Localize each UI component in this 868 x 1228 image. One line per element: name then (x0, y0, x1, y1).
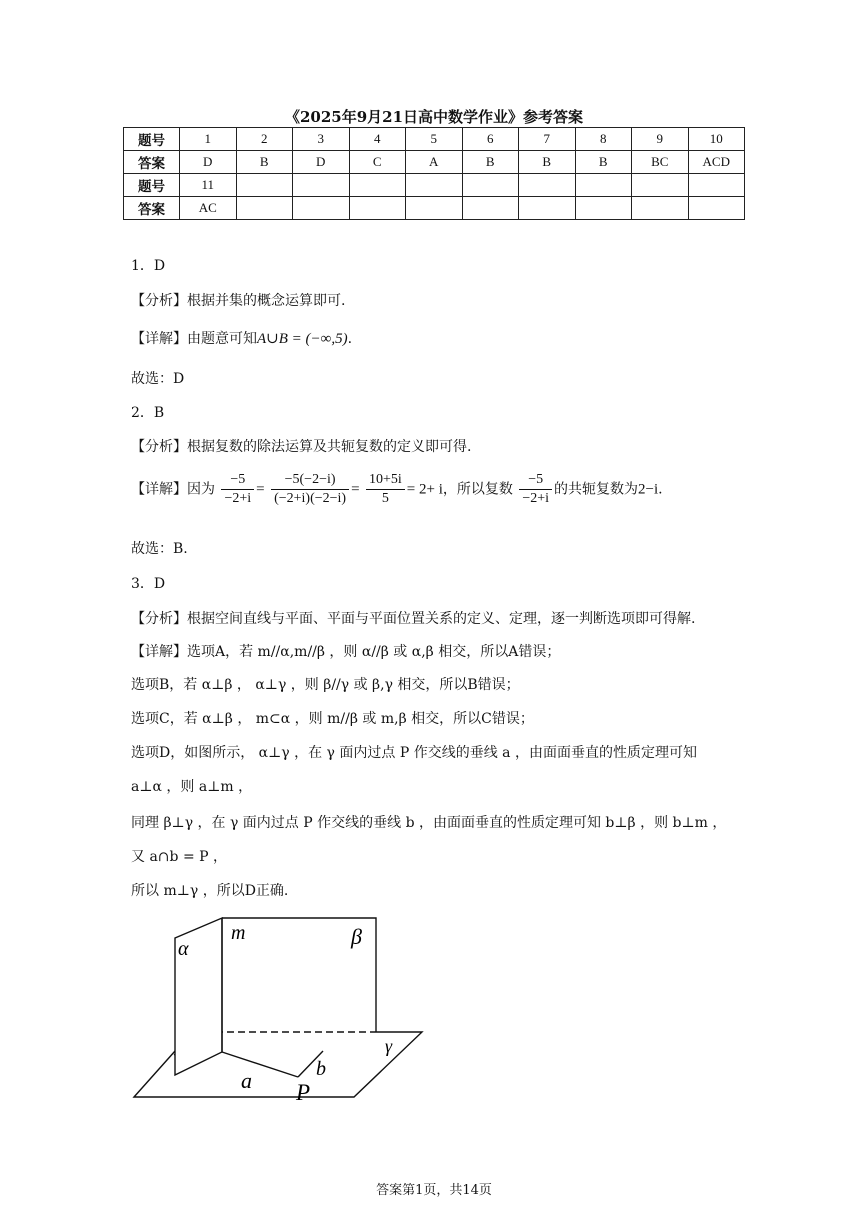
answer-cell: C (349, 151, 406, 174)
q1-detail-math: A∪B = (−∞,5) (257, 331, 348, 347)
label-P: P (296, 1080, 311, 1105)
q1-detail-suffix: . (347, 331, 353, 347)
q3-option-d-3: 同理 β⊥γ ，在 γ 面内过点 P 作交线的垂线 b ，由面面垂直的性质定理可知 b⊥β ，则 b⊥m ， (131, 815, 727, 831)
empty-cell (349, 174, 406, 197)
empty-cell (575, 197, 632, 220)
question-number: 5 (406, 128, 463, 151)
fraction-denominator: −2+i (224, 491, 252, 506)
fraction-numerator: −5(−2−i) (271, 472, 349, 490)
q1-choice: 故选：D (131, 371, 185, 387)
empty-cell (349, 197, 406, 220)
line-a (222, 1052, 298, 1077)
q3-option-b: 选项B，若 α⊥β ， α⊥γ ，则 β//γ 或 β,γ 相交，所以B错误； (131, 677, 520, 693)
answer-cell: B (236, 151, 293, 174)
q1-analysis: 【分析】根据并集的概念运算即可. (131, 293, 346, 309)
empty-cell (293, 174, 350, 197)
q2-end-dot: . (658, 481, 663, 498)
q3-heading: 3．D (131, 576, 166, 592)
question-number: 11 (180, 174, 237, 197)
answer-cell: ACD (688, 151, 745, 174)
label-m: m (231, 922, 246, 944)
empty-cell (632, 174, 689, 197)
empty-cell (688, 197, 745, 220)
empty-cell (236, 197, 293, 220)
q3-analysis: 【分析】根据空间直线与平面、平面与平面位置关系的定义、定理，逐一判断选项即可得解. (131, 611, 696, 627)
label-alpha: α (178, 938, 189, 960)
empty-cell (236, 174, 293, 197)
empty-cell (406, 174, 463, 197)
q2-end-math: 2−i (638, 481, 659, 498)
q2-fraction-2 (271, 472, 349, 507)
row-label: 题号 (124, 174, 180, 197)
q3-option-d-1: 选项D，如图所示， α⊥γ ，在 γ 面内过点 P 作交线的垂线 a ，由面面垂直的性质定理可知 (131, 745, 697, 761)
row-label: 答案 (124, 197, 180, 220)
q3-option-d-4: 又 a∩b = P ， (131, 849, 227, 865)
question-number: 7 (519, 128, 576, 151)
question-number: 8 (575, 128, 632, 151)
answer-cell: A (406, 151, 463, 174)
question-number: 9 (632, 128, 689, 151)
empty-cell (406, 197, 463, 220)
q3-option-c: 选项C，若 α⊥β ， m⊂α ，则 m//β 或 m,β 相交，所以C错误； (131, 711, 534, 727)
q2-result: = 2+ i (406, 481, 443, 498)
empty-cell (688, 174, 745, 197)
q1-detail (131, 328, 352, 348)
question-number: 2 (236, 128, 293, 151)
q2-fraction-1 (221, 472, 254, 507)
q3-option-a: 【详解】选项A，若 m//α,m//β ，则 α//β 或 α,β 相交，所以A错误； (131, 644, 561, 660)
question-number: 4 (349, 128, 406, 151)
q2-choice: 故选：B. (131, 541, 188, 557)
page-footer: 答案第1页，共14页 (376, 1183, 492, 1198)
table-row (124, 151, 745, 174)
table-row (124, 197, 745, 220)
question-number: 1 (180, 128, 237, 151)
page-title: 《2025年9月21日高中数学作业》参考答案 (284, 108, 584, 126)
row-label: 答案 (124, 151, 180, 174)
question-number: 3 (293, 128, 350, 151)
fraction-numerator: −5 (221, 472, 254, 490)
answer-cell: AC (180, 197, 237, 220)
label-beta: β (351, 924, 362, 949)
label-b: b (316, 1058, 326, 1080)
q2-equals: = (256, 481, 265, 498)
empty-cell (519, 197, 576, 220)
q2-fraction-3 (366, 472, 405, 507)
q1-heading: 1．D (131, 258, 166, 274)
q2-mid-text: ，所以复数 (442, 481, 513, 498)
answer-cell: BC (632, 151, 689, 174)
fraction-denominator: 5 (381, 491, 389, 506)
empty-cell (575, 174, 632, 197)
q1-detail-prefix: 【详解】由题意可知 (131, 331, 257, 347)
answer-cell: B (575, 151, 632, 174)
q3-option-d-5: 所以 m⊥γ ，所以D正确. (131, 883, 289, 899)
fraction-denominator: (−2+i)(−2−i) (274, 491, 347, 506)
answer-cell: B (462, 151, 519, 174)
empty-cell (632, 197, 689, 220)
q2-heading: 2．B (131, 405, 165, 421)
q2-fraction-4 (519, 472, 552, 507)
empty-cell (519, 174, 576, 197)
q2-detail (131, 472, 663, 507)
q3-option-d-2: a⊥α ，则 a⊥m ， (131, 779, 253, 795)
empty-cell (462, 197, 519, 220)
q2-analysis: 【分析】根据复数的除法运算及共轭复数的定义即可得. (131, 439, 472, 455)
q2-end-text: 的共轭复数为 (554, 481, 639, 498)
answer-cell: B (519, 151, 576, 174)
answer-cell: D (293, 151, 350, 174)
q2-detail-prefix: 【详解】因为 (131, 481, 215, 498)
planes-figure (130, 910, 430, 1105)
q2-equals: = (351, 481, 360, 498)
answer-cell: D (180, 151, 237, 174)
row-label: 题号 (124, 128, 180, 151)
fraction-numerator: 10+5i (366, 472, 405, 490)
answer-table (123, 127, 745, 220)
table-row (124, 174, 745, 197)
label-a: a (241, 1068, 252, 1093)
fraction-denominator: −2+i (522, 491, 550, 506)
question-number: 6 (462, 128, 519, 151)
question-number: 10 (688, 128, 745, 151)
table-row (124, 128, 745, 151)
label-gamma: γ (385, 1036, 393, 1056)
fraction-numerator: −5 (519, 472, 552, 490)
empty-cell (462, 174, 519, 197)
empty-cell (293, 197, 350, 220)
